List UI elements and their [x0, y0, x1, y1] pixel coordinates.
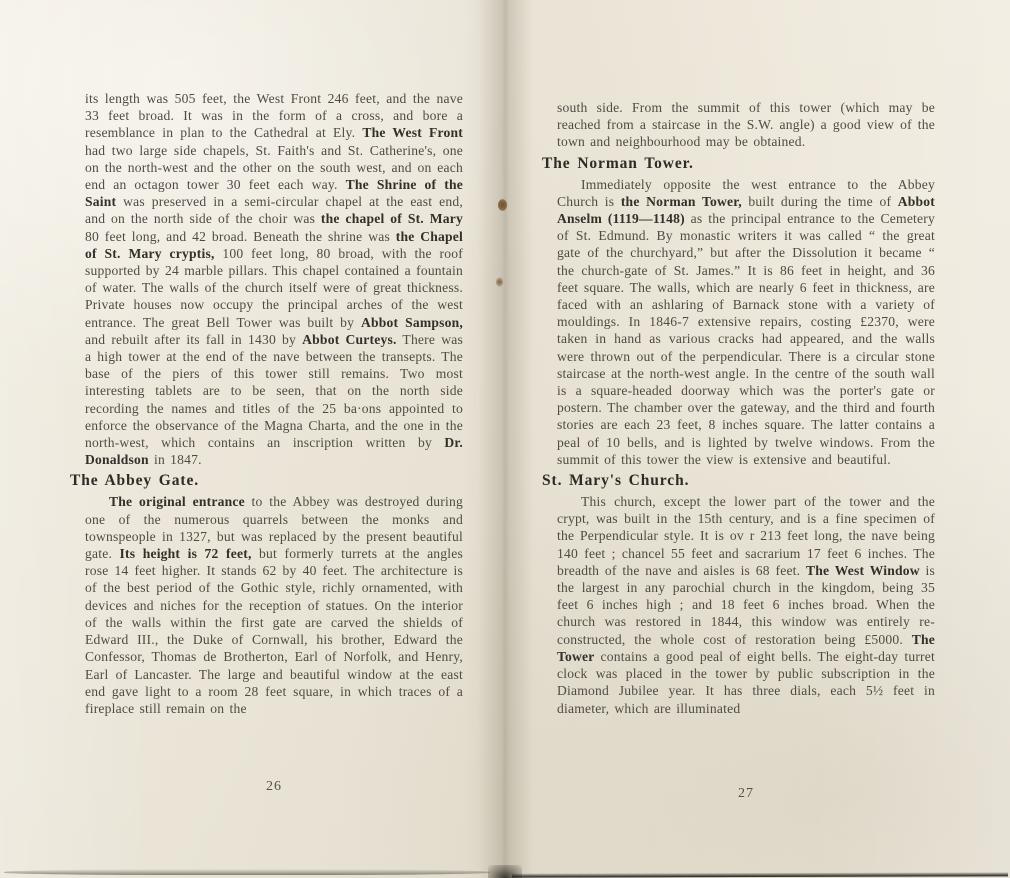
- text-run: but formerly turrets at the angles rose 14 feet higher. It stands 62 by 40 feet. The architecture is of the best period of the Gothic style, richly ornamented, with devices and niches for the reception of statues. On the interior of the walls within the first gate are carved the shields of Edward III., the Duke of Cornwall, his brother, Edward the Confessor, Thomas de Brotherton, Earl of Norfolk, and Henry, Earl of Lancaster. The large and beautiful window at the east end gave light to a room 28 feet square, in which traces of a fireplace still remain on the: [85, 546, 463, 716]
- text-run: as the principal entrance to the Cemetery of St. Edmund. By monastic writers it was called “ the great gate of the churchyard,” but after the Dissolution it became “ the church-gate of St. James.” It is 86 feet in height, and 36 feet square. The walls, which are nearly 6 feet in thickness, are faced with an ashlaring of Barnack stone with a variety of mouldings. In 1846-7 extensive repairs, costing £2370, were taken in hand as various cracks had appeared, and the walls were thrown out of the perpendicular. There is a circular stone staircase at the north-west angle. In the centre of the south wall is a square-headed doorway which was the porter's gate or postern. The chamber over the gateway, and the third and fourth stories are each 23 feet, 8 inches square. The latter contains a peal of 10 bells, and is lighted by twelve windows. From the summit of this tower the view is extensive and beautiful.: [557, 211, 935, 467]
- bold-run: The West Front: [362, 125, 463, 141]
- text-run: 100 feet long, 80 broad, with the roof supported by 24 marble pillars. This chapel contained a fountain of water. The walls of the church itself were of great thickness. Private houses now occupy the principal arches of the west entrance. The great Bell Tower was built by: [85, 245, 463, 330]
- text-run: and rebuilt after its fall in 1430 by: [85, 331, 303, 347]
- section-heading: St. Mary's Church.: [542, 472, 690, 490]
- bold-run: Dr. Donaldson: [85, 435, 463, 468]
- body-paragraph: [557, 99, 935, 151]
- page-right: [505, 0, 1010, 878]
- bold-run: the chapel of St. Mary: [320, 211, 463, 227]
- bold-run: The Shrine of the Saint: [85, 177, 463, 210]
- page-right-text: [542, 99, 936, 829]
- page-left-text: [70, 90, 463, 810]
- text-run: 80 feet long, and 42 broad. Beneath the shrine was: [85, 228, 396, 244]
- body-paragraph: [85, 90, 463, 468]
- bold-run: The original entrance: [109, 494, 245, 510]
- text-run: had two large side chapels, St. Faith's and St. Catherine's, one on the north-west and the other on the south west, and on each end an octagon tower 30 feet each way.: [85, 142, 463, 193]
- bold-run: The West Window: [806, 562, 920, 578]
- text-run: to the Abbey was destroyed during one of the numerous quarrels between the monks and townspeople in 1327, but was replaced by the present beautiful gate.: [85, 494, 463, 562]
- bold-run: Its height is 72 feet,: [119, 546, 252, 562]
- text-run: This church, except the lower part of the tower and the crypt, was built in the 15th century, and is a fine specimen of the Perpendicular style. It is ov r 213 feet long, the nave being 140 feet ; chancel 55 feet and sacrarium 17 feet 6 inches. The breadth of the nave and aisles is 68 feet.: [557, 494, 935, 578]
- bold-run: The Tower: [557, 631, 935, 664]
- text-run: contains a good peal of eight bells. The eight-day turret clock was placed in the tower by public subscription in the Diamond Jubilee year. It has three dials, each 5½ feet in diameter, which are illuminated: [557, 648, 935, 716]
- body-paragraph: [85, 493, 463, 717]
- bold-run: the Norman Tower,: [620, 193, 742, 209]
- body-paragraph: [557, 493, 935, 717]
- page-number-right: 27: [738, 786, 754, 801]
- text-run: south side. From the summit of this tower (which may be reached from a staircase in the S.W. angle) a good view of the town and neighbourhood may be obtained.: [557, 100, 935, 150]
- text-run: its length was 505 feet, the West Front 246 feet, and the nave 33 feet broad. It was in the form of a cross, and bore a resemblance in plan to the Cathedral at Ely.: [85, 91, 463, 141]
- section-heading: The Abbey Gate.: [70, 472, 200, 490]
- section-heading: The Norman Tower.: [542, 154, 694, 172]
- bold-run: the Chapel of St. Mary cryptis,: [85, 228, 463, 261]
- text-run: is the largest in any parochial church in the kingdom, being 35 feet 6 inches high ; and 18 feet 6 inches broad. When the church was restored in 1844, this window was entirely re-constructed, the whole cost of restoration being £5000.: [557, 562, 935, 647]
- bold-run: Abbot Sampson,: [361, 314, 463, 330]
- bold-run: Abbot Anselm (1119—1148): [557, 193, 936, 227]
- body-paragraph: [557, 176, 935, 468]
- bold-run: Abbot Curteys.: [302, 331, 397, 347]
- text-run: in 1847.: [148, 452, 202, 468]
- text-run: Immediately opposite the west entrance to the Abbey Church is: [557, 176, 935, 209]
- text-run: There was a high tower at the end of the nave between the transepts. The base of the piers of this tower still remains. Two most interesting tablets are to be seen, that on the north side recording the names and titles of the 25 ba·ons appointed to enforce the observance of the Magna Charta, and the one in the north-west, which contains an inscription written by: [85, 331, 463, 451]
- page-number-left: 26: [266, 779, 282, 794]
- text-run: built during the time of: [741, 193, 898, 209]
- text-run: was preserved in a semi-circular chapel at the east end, and on the north side of the choir was: [85, 194, 463, 227]
